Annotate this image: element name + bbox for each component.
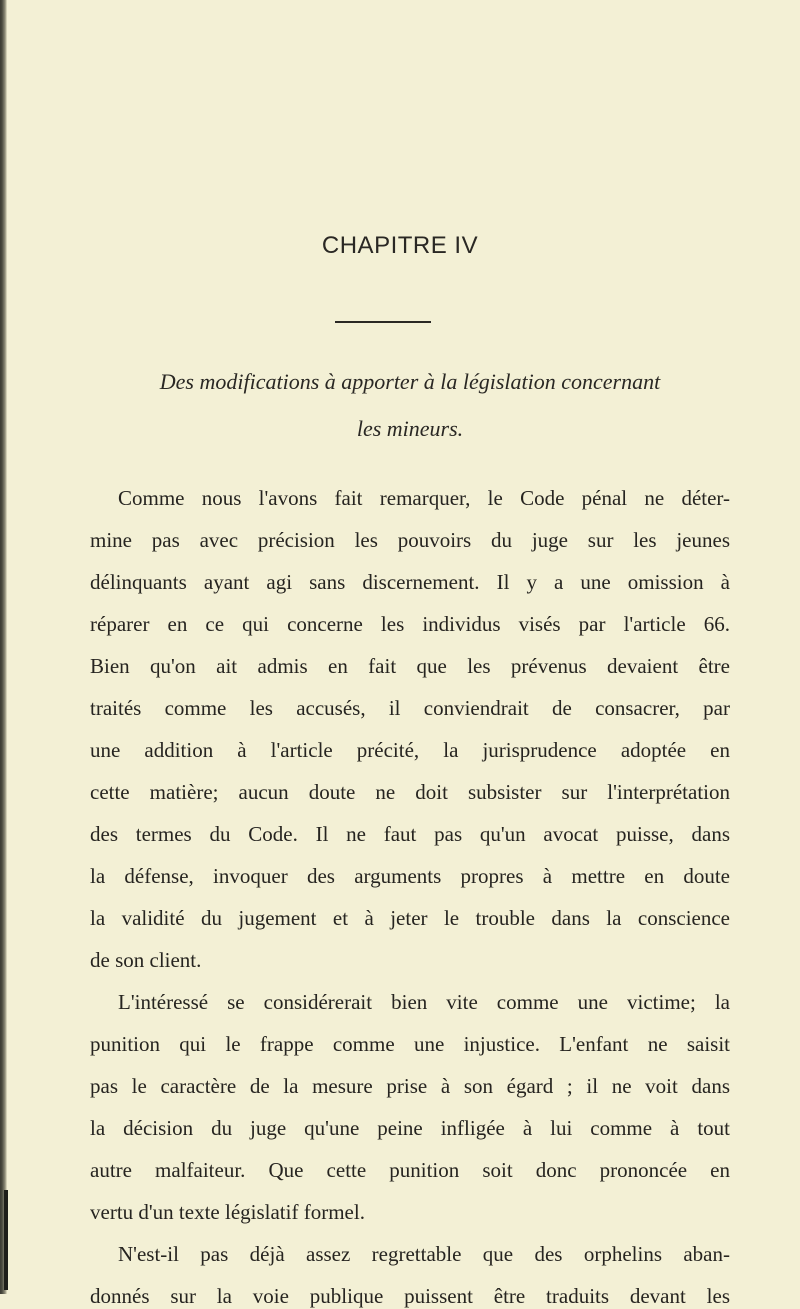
paragraph-3-line-1: N'est-il pas déjà assez regrettable que des orphelins aban- (118, 1242, 730, 1266)
paragraph-2-line-6: vertu d'un texte législatif formel. (90, 1200, 365, 1224)
paragraph-1-line-4: réparer en ce qui concerne les individus visés par l'article 66. (90, 612, 730, 636)
page-edge (0, 0, 7, 1294)
paragraph-2-line-5: autre malfaiteur. Que cette punition soit donc prononcée en (90, 1158, 730, 1182)
paragraph-1-line-3: délinquants ayant agi sans discernement. Il y a une omission à (90, 570, 730, 594)
paragraph-1-line-6: traités comme les accusés, il conviendrait de consacrer, par (90, 696, 730, 720)
paragraph-1-line-10: la défense, invoquer des arguments propres à mettre en doute (90, 864, 730, 888)
paragraph-1-line-2: mine pas avec précision les pouvoirs du juge sur les jeunes (90, 528, 730, 552)
paragraph-1-line-12: de son client. (90, 948, 202, 972)
paragraph-2-line-2: punition qui le frappe comme une injustice. L'enfant ne saisit (90, 1032, 730, 1056)
paragraph-2-line-3: pas le caractère de la mesure prise à son égard ; il ne voit dans (90, 1074, 730, 1098)
paragraph-1-line-5: Bien qu'on ait admis en fait que les prévenus devaient être (90, 654, 730, 678)
paragraph-1-line-8: cette matière; aucun doute ne doit subsister sur l'interprétation (90, 780, 730, 804)
paragraph-1-line-9: des termes du Code. Il ne faut pas qu'un avocat puisse, dans (90, 822, 730, 846)
section-title-line-1: Des modifications à apporter à la législation concernant (159, 369, 661, 394)
title-rule (335, 321, 431, 323)
paragraph-1-line-7: une addition à l'article précité, la jurisprudence adoptée en (90, 738, 730, 762)
paragraph-1-line-1: Comme nous l'avons fait remarquer, le Code pénal ne déter- (118, 486, 730, 510)
paragraph-2-line-1: L'intéressé se considérerait bien vite comme une victime; la (118, 990, 730, 1014)
section-title-line-2: les mineurs. (356, 416, 464, 441)
page-spot (4, 1190, 8, 1290)
paragraph-1-line-11: la validité du jugement et à jeter le trouble dans la conscience (90, 906, 730, 930)
paragraph-2-line-4: la décision du juge qu'une peine infligée à lui comme à tout (90, 1116, 730, 1140)
paragraph-3-line-2: donnés sur la voie publique puissent être traduits devant les (90, 1284, 730, 1308)
chapter-title: CHAPITRE IV (321, 232, 479, 259)
